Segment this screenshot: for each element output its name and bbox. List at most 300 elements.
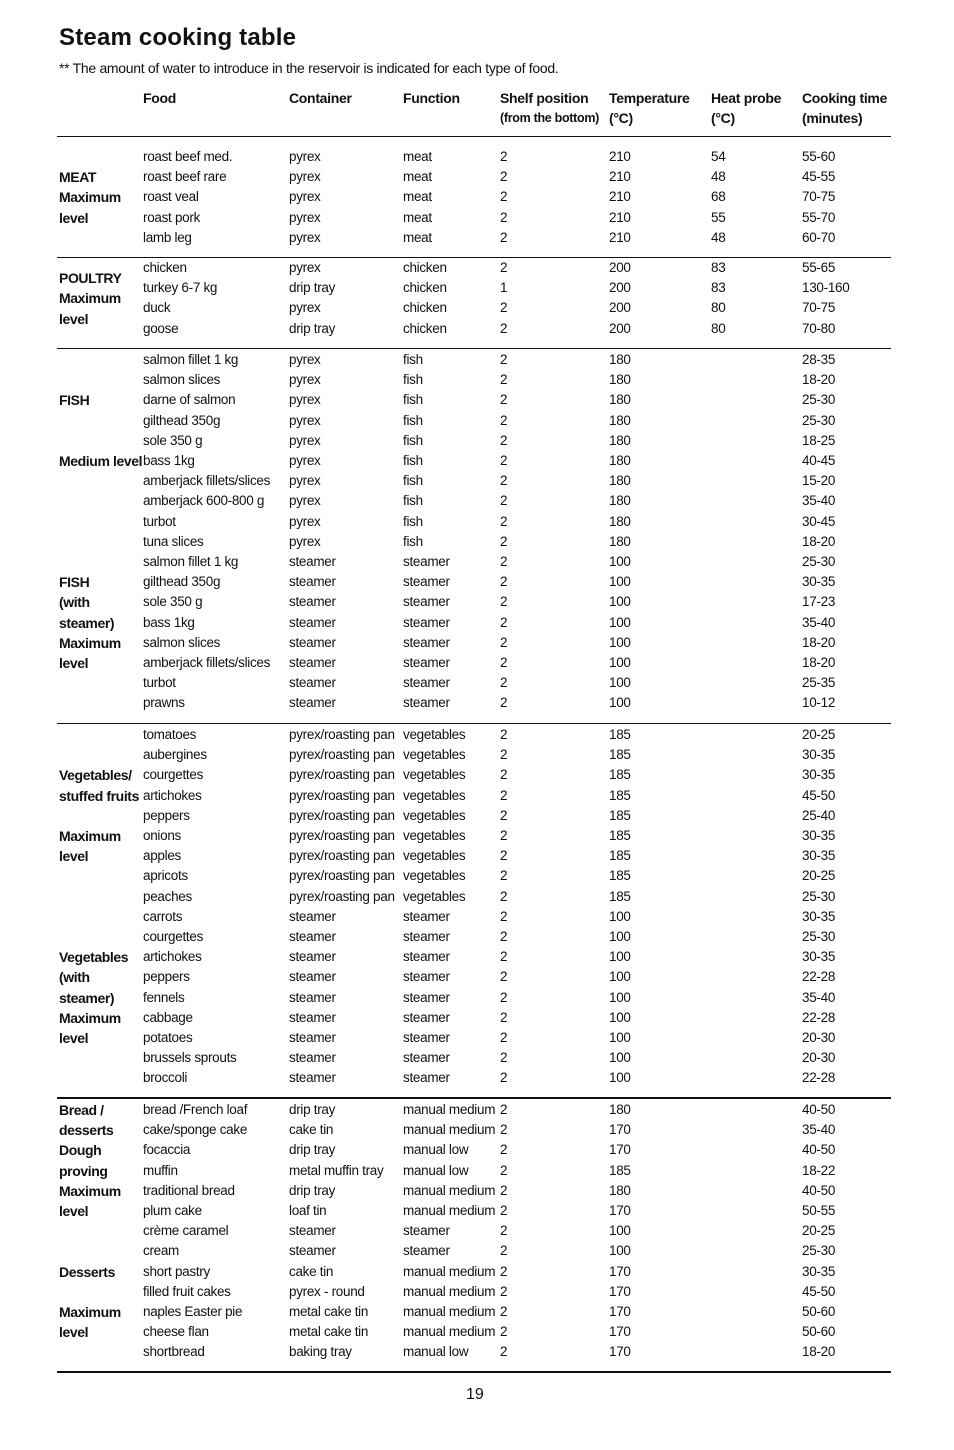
table-row [57,1282,891,1302]
cell-function: vegetables [403,868,466,884]
cell-cooking-time: 35-40 [802,493,836,509]
cell-temperature: 210 [609,209,631,225]
header-temperature-title: Temperature [609,90,690,106]
cell-container: steamer [289,695,336,711]
category-label: MEAT [59,169,97,186]
table-row [57,653,891,673]
cell-shelf-position: 2 [500,888,508,904]
header-cooking-time-unit: (minutes) [802,110,863,126]
table-row [57,592,891,612]
cell-function: meat [403,209,432,225]
table-row [57,725,891,745]
cell-cooking-time: 18-20 [802,655,836,670]
cell-function: meat [403,149,432,164]
cell-cooking-time: 25-30 [802,412,836,428]
cell-shelf-position: 2 [500,1102,508,1117]
cell-heat-probe: 83 [711,260,726,275]
cell-temperature: 210 [609,189,631,205]
cell-container: pyrex [289,392,321,408]
cell-container: drip tray [289,280,336,296]
cell-shelf-position: 2 [500,949,508,965]
cell-food: amberjack 600-800 g [143,493,265,509]
cell-cooking-time: 25-30 [802,392,836,408]
cell-shelf-position: 2 [500,412,508,428]
header-cooking-time [802,88,887,128]
table-row [57,471,891,491]
cell-shelf-position: 2 [500,727,508,742]
section-vegetables [57,725,891,1099]
category-label: FISH [59,392,90,409]
table-row [57,967,891,987]
cell-function: steamer [403,574,450,590]
cell-shelf-position: 2 [500,372,508,388]
cell-function: manual medium [403,1304,496,1319]
cell-container: metal muffin tray [289,1162,384,1178]
cell-temperature: 200 [609,300,631,316]
cell-cooking-time: 40-45 [802,453,836,468]
page-number: 19 [466,1386,484,1403]
cell-shelf-position: 2 [500,828,508,843]
section-rule [57,348,891,349]
cell-heat-probe: 54 [711,149,726,164]
cell-heat-probe: 68 [711,189,726,205]
cell-container: pyrex - round [289,1283,365,1299]
cell-shelf-position: 2 [500,209,508,225]
cell-container: pyrex [289,372,321,388]
cell-function: fish [403,352,423,367]
cell-food: fennels [143,989,185,1005]
cell-container: pyrex [289,352,321,367]
cell-cooking-time: 22-28 [802,1070,836,1086]
table-row [57,1221,891,1241]
header-temperature-unit: (°C) [609,110,633,126]
category-label: Maximum [59,828,121,844]
cell-cooking-time: 45-50 [802,1283,836,1299]
cell-cooking-time: 70-75 [802,189,836,205]
cell-shelf-position: 2 [500,229,508,245]
category-label: steamer) [59,614,115,631]
category-label: Dough [59,1142,102,1159]
cell-cooking-time: 40-50 [802,1182,836,1198]
cell-temperature: 100 [609,989,631,1005]
cell-temperature: 100 [609,675,631,691]
cell-shelf-position: 2 [500,594,508,610]
cell-container: pyrex/roasting pan [289,727,395,742]
cell-function: vegetables [403,888,466,904]
cell-cooking-time: 30-35 [802,1263,836,1279]
cell-temperature: 185 [609,787,631,803]
cell-container: steamer [289,634,336,650]
cell-temperature: 100 [609,908,631,924]
table-row [57,1120,891,1140]
cell-cooking-time: 30-35 [802,949,836,965]
cell-food: crème caramel [143,1223,229,1239]
category-label: level [59,848,89,865]
table-row [57,927,891,947]
cell-shelf-position: 2 [500,453,508,468]
header-shelf [500,88,599,128]
cell-function: fish [403,412,423,428]
cell-container: steamer [289,949,336,965]
cell-shelf-position: 2 [500,675,508,691]
cell-function: fish [403,473,423,489]
table-row [57,846,891,866]
table-row [57,1322,891,1342]
cell-shelf-position: 2 [500,1203,508,1218]
cell-temperature: 170 [609,1263,631,1279]
category-label: Maximum [59,1304,121,1320]
table-row [57,1181,891,1201]
cell-food: roast veal [143,189,199,205]
section-rule [57,1097,891,1099]
cell-temperature: 185 [609,727,631,742]
cell-food: salmon fillet 1 kg [143,554,239,569]
cell-food: bass 1kg [143,453,195,468]
cell-container: pyrex/roasting pan [289,767,395,783]
cell-temperature: 100 [609,1070,631,1086]
cell-function: manual low [403,1344,469,1360]
table-row [57,907,891,927]
cell-shelf-position: 2 [500,320,508,336]
cell-function: meat [403,189,432,205]
table-row [57,1342,891,1362]
cell-food: cream [143,1243,180,1259]
cell-function: steamer [403,989,450,1005]
table-row [57,1140,891,1160]
cell-shelf-position: 2 [500,473,508,489]
cell-food: roast beef med. [143,149,233,164]
cell-shelf-position: 2 [500,1324,508,1340]
cell-cooking-time: 70-75 [802,300,836,316]
cell-food: artichokes [143,949,202,965]
cell-temperature: 170 [609,1324,631,1340]
cell-container: drip tray [289,1102,336,1117]
cell-shelf-position: 2 [500,574,508,590]
cell-container: pyrex/roasting pan [289,848,395,864]
cell-shelf-position: 2 [500,493,508,509]
cell-shelf-position: 2 [500,848,508,864]
cell-food: short pastry [143,1263,210,1279]
category-label: level [59,1324,89,1341]
table-row [57,887,891,907]
cell-shelf-position: 2 [500,1142,508,1158]
cell-shelf-position: 2 [500,189,508,205]
cell-cooking-time: 22-28 [802,969,836,985]
cell-temperature: 185 [609,807,631,823]
cell-food: salmon fillet 1 kg [143,352,239,367]
cell-cooking-time: 15-20 [802,473,836,489]
cell-container: pyrex [289,189,321,205]
cell-cooking-time: 35-40 [802,989,836,1005]
table-row [57,1262,891,1282]
section-poultry [57,258,891,349]
cell-cooking-time: 55-60 [802,149,836,164]
cell-temperature: 100 [609,1050,631,1066]
cell-cooking-time: 30-35 [802,848,836,864]
cell-heat-probe: 80 [711,320,726,336]
cell-food: traditional bread [143,1182,235,1198]
cell-shelf-position: 2 [500,392,508,408]
cell-container: cake tin [289,1263,334,1279]
cell-shelf-position: 2 [500,807,508,823]
cell-function: steamer [403,1223,450,1239]
cell-temperature: 180 [609,493,631,509]
cell-shelf-position: 2 [500,1182,508,1198]
header-rule [57,136,891,137]
cell-temperature: 100 [609,949,631,965]
table-row [57,1068,891,1088]
cell-cooking-time: 30-35 [802,767,836,783]
cell-function: chicken [403,300,447,316]
cell-cooking-time: 17-23 [802,594,836,610]
table-row [57,947,891,967]
cell-temperature: 170 [609,1304,631,1319]
cell-food: tomatoes [143,727,197,742]
cell-shelf-position: 2 [500,868,508,884]
cell-food: brussels sprouts [143,1050,237,1066]
cell-food: turkey 6-7 kg [143,280,218,296]
cell-cooking-time: 35-40 [802,614,836,630]
cell-container: pyrex/roasting pan [289,828,395,843]
cell-function: manual low [403,1142,469,1158]
cell-temperature: 100 [609,594,631,610]
page-title: Steam cooking table [59,24,297,51]
cell-container: pyrex [289,300,321,316]
cell-container: pyrex/roasting pan [289,787,395,803]
cell-temperature: 180 [609,412,631,428]
table-row [57,532,891,552]
cell-temperature: 180 [609,1182,631,1198]
cell-cooking-time: 25-30 [802,929,836,944]
cell-function: fish [403,432,423,448]
cell-shelf-position: 2 [500,1050,508,1066]
cell-food: gilthead 350g [143,574,221,590]
cell-cooking-time: 130-160 [802,280,850,296]
cell-function: chicken [403,320,447,336]
cell-function: steamer [403,1009,450,1025]
cell-container: pyrex [289,493,321,509]
cell-food: courgettes [143,929,204,944]
water-note: ** The amount of water to introduce in the reservoir is indicated for each type of food. [59,60,559,76]
table-row [57,552,891,572]
table-row [57,866,891,886]
cell-temperature: 210 [609,169,631,185]
cell-cooking-time: 10-12 [802,695,836,711]
cell-food: filled fruit cakes [143,1283,231,1299]
cell-function: fish [403,493,423,509]
table-row [57,1302,891,1322]
cell-function: steamer [403,554,450,569]
cell-shelf-position: 2 [500,989,508,1005]
cell-food: peppers [143,807,190,823]
cell-cooking-time: 30-45 [802,513,836,529]
cell-container: steamer [289,1030,336,1045]
category-label: Desserts [59,1263,115,1280]
cell-shelf-position: 2 [500,300,508,316]
cell-temperature: 100 [609,1223,631,1239]
cell-container: steamer [289,1009,336,1025]
cell-shelf-position: 2 [500,352,508,367]
cell-shelf-position: 2 [500,1009,508,1025]
cell-container: pyrex [289,513,321,529]
cell-cooking-time: 50-60 [802,1304,836,1319]
cell-temperature: 185 [609,888,631,904]
cell-temperature: 100 [609,1009,631,1025]
cell-function: steamer [403,1243,450,1259]
cell-shelf-position: 2 [500,695,508,711]
table-row [57,806,891,826]
cell-function: manual medium [403,1203,496,1218]
cell-food: salmon slices [143,372,221,388]
table-row [57,786,891,806]
cell-cooking-time: 25-40 [802,807,836,823]
category-label: FISH [59,574,90,591]
cell-cooking-time: 22-28 [802,1009,836,1025]
header-heat-probe-unit: (°C) [711,110,735,126]
category-label: desserts [59,1122,114,1139]
cell-cooking-time: 18-20 [802,1344,836,1360]
cell-container: pyrex [289,149,321,164]
cell-function: steamer [403,655,450,670]
table-row [57,693,891,713]
cell-cooking-time: 30-35 [802,908,836,924]
table-row [57,147,891,167]
header-cooking-time-title: Cooking time [802,90,888,106]
cell-function: vegetables [403,727,466,742]
table-row [57,1028,891,1048]
cell-shelf-position: 2 [500,1122,508,1138]
table-row [57,278,891,298]
cell-food: potatoes [143,1030,193,1045]
cell-cooking-time: 25-30 [802,1243,836,1259]
cell-cooking-time: 28-35 [802,352,836,367]
cell-function: manual medium [403,1324,496,1340]
cell-cooking-time: 70-80 [802,320,836,336]
category-label: level [59,655,89,671]
cell-temperature: 170 [609,1122,631,1138]
cell-food: chicken [143,260,187,275]
cell-cooking-time: 20-25 [802,727,836,742]
cell-function: chicken [403,260,447,275]
table-row [57,673,891,693]
cell-temperature: 200 [609,320,631,336]
cell-container: steamer [289,1243,336,1259]
cell-function: steamer [403,1050,450,1066]
table-row [57,633,891,653]
cell-food: salmon slices [143,634,221,650]
cell-food: prawns [143,695,185,711]
cell-temperature: 100 [609,655,631,670]
cell-function: vegetables [403,767,466,783]
cell-temperature: 170 [609,1203,631,1218]
cell-food: roast beef rare [143,169,227,185]
table-row [57,370,891,390]
cell-function: steamer [403,695,450,711]
cell-temperature: 100 [609,1030,631,1045]
cell-temperature: 180 [609,513,631,529]
cell-container: pyrex/roasting pan [289,888,395,904]
cell-container: steamer [289,929,336,944]
cell-container: steamer [289,908,336,924]
cell-food: turbot [143,513,176,529]
table-row [57,1008,891,1028]
cell-function: steamer [403,969,450,985]
cell-function: fish [403,513,423,529]
cell-shelf-position: 2 [500,908,508,924]
cell-cooking-time: 30-35 [802,574,836,590]
category-label: level [59,1203,89,1219]
cell-temperature: 200 [609,260,631,275]
cell-container: pyrex [289,209,321,225]
cell-food: goose [143,320,179,336]
cell-container: pyrex [289,169,321,185]
cell-shelf-position: 2 [500,169,508,185]
cell-container: drip tray [289,1142,336,1158]
cell-temperature: 180 [609,372,631,388]
cell-food: bread /French loaf [143,1102,248,1117]
cell-function: vegetables [403,787,466,803]
cell-shelf-position: 2 [500,149,508,164]
cell-function: vegetables [403,807,466,823]
table-row [57,765,891,785]
table-row [57,187,891,207]
cell-shelf-position: 1 [500,280,508,296]
cell-cooking-time: 18-25 [802,432,836,448]
cell-temperature: 180 [609,1102,631,1117]
cell-container: pyrex/roasting pan [289,868,395,884]
cell-heat-probe: 80 [711,300,726,316]
cell-food: turbot [143,675,176,691]
cell-food: plum cake [143,1203,202,1218]
cell-cooking-time: 18-20 [802,372,836,388]
table-row [57,1100,891,1120]
table-row [57,298,891,318]
cell-container: cake tin [289,1122,334,1138]
cell-container: pyrex [289,260,321,275]
cell-function: steamer [403,1030,450,1045]
cell-function: fish [403,453,423,468]
cell-food: shortbread [143,1344,205,1360]
cell-shelf-position: 2 [500,655,508,670]
cell-function: steamer [403,634,450,650]
cell-food: duck [143,300,171,316]
cell-cooking-time: 20-25 [802,1223,836,1239]
cell-temperature: 180 [609,352,631,367]
cell-function: manual medium [403,1283,496,1299]
table-row [57,988,891,1008]
cell-food: lamb leg [143,229,192,245]
category-label: stuffed fruits [59,787,139,804]
cell-cooking-time: 18-20 [802,634,836,650]
cell-food: apricots [143,868,188,884]
table-row [57,208,891,228]
cell-container: pyrex [289,229,321,245]
cell-food: tuna slices [143,533,204,549]
cell-container: steamer [289,594,336,610]
cell-temperature: 100 [609,695,631,711]
cell-function: vegetables [403,848,466,864]
cell-food: onions [143,828,181,843]
category-label: Maximum [59,1009,121,1026]
category-label: level [59,209,89,226]
cell-temperature: 100 [609,1243,631,1259]
header-shelf-title: Shelf position [500,90,589,106]
cell-container: steamer [289,1223,336,1239]
cell-cooking-time: 18-22 [802,1162,836,1178]
table-row [57,826,891,846]
cell-food: gilthead 350g [143,412,221,428]
category-label: (with [59,969,90,986]
